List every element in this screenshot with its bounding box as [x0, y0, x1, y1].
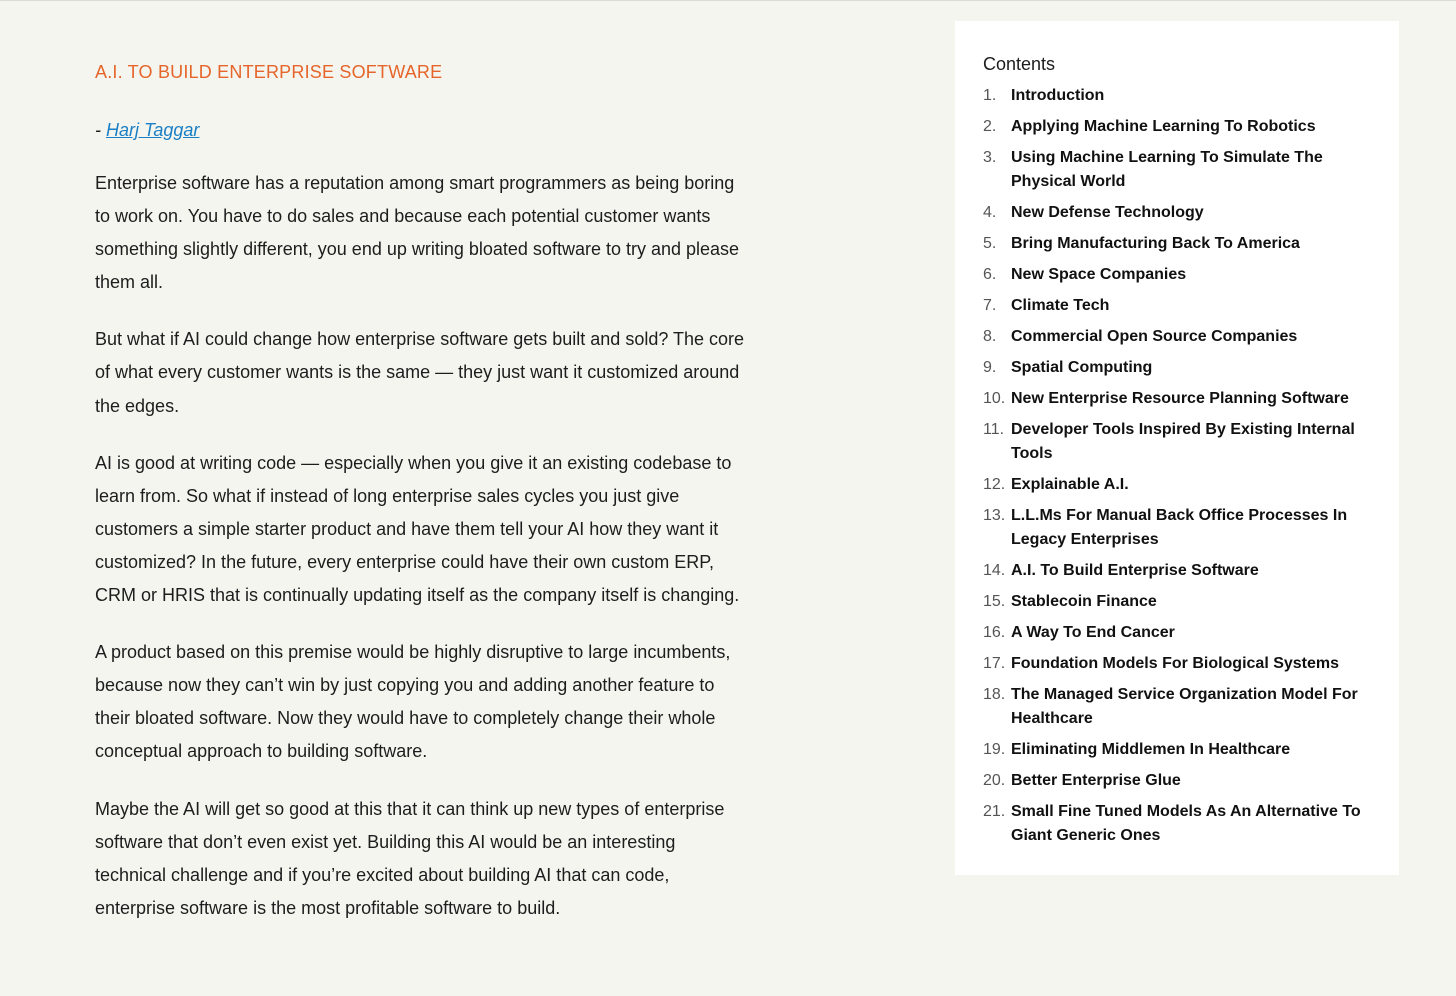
toc-item [983, 652, 1379, 676]
toc-item-link[interactable]: New Defense Technology [1011, 204, 1204, 221]
byline [95, 117, 745, 143]
byline-prefix: - [95, 120, 106, 140]
toc-item [983, 387, 1379, 411]
toc-item-number: 4. [983, 204, 997, 221]
toc-item [983, 621, 1379, 645]
toc-item [983, 473, 1379, 497]
article [95, 59, 745, 949]
author-link[interactable]: Harj Taggar [106, 120, 200, 140]
section-title: A.I. TO BUILD ENTERPRISE SOFTWARE [95, 62, 443, 82]
toc-item [983, 683, 1379, 731]
toc-list [983, 84, 1379, 848]
toc-item-link[interactable]: Bring Manufacturing Back To America [1011, 235, 1300, 252]
toc-item-link[interactable]: A.I. To Build Enterprise Software [1011, 562, 1259, 579]
toc-item-number: 19. [983, 741, 1006, 758]
toc-item [983, 201, 1379, 225]
toc-item [983, 769, 1379, 793]
toc-item [983, 356, 1379, 380]
toc-item-number: 16. [983, 624, 1006, 641]
toc-item-number: 14. [983, 562, 1006, 579]
table-of-contents [955, 21, 1399, 875]
paragraph: But what if AI could change how enterprise software gets built and sold? The core of what every customer wants is the same — they just want it customized around the edges. [95, 329, 745, 416]
toc-item-link[interactable]: The Managed Service Organization Model For Healthcare [1011, 686, 1358, 727]
paragraph: Maybe the AI will get so good at this that it can think up new types of enterprise software that don’t even exist yet. Building this AI would be an interesting technical challenge and if you’re excited about building AI that can code, enterprise software is the most profitable software to build. [95, 798, 725, 918]
toc-heading: Contents [983, 54, 1056, 74]
toc-item [983, 418, 1379, 466]
toc-item-link[interactable]: Applying Machine Learning To Robotics [1011, 118, 1316, 135]
toc-item-number: 12. [983, 476, 1006, 493]
paragraph: AI is good at writing code — especially when you give it an existing codebase to learn from. So what if instead of long enterprise sales cycles you just give customers a simple starter product and have them tell your AI how they want it customized? In the future, every enterprise could have their own custom ERP, CRM or HRIS that is continually updating itself as the company itself is changing. [95, 452, 740, 606]
toc-item-link[interactable]: Commercial Open Source Companies [1011, 328, 1298, 345]
toc-item-link[interactable]: Developer Tools Inspired By Existing Internal Tools [1011, 421, 1355, 462]
toc-item-link[interactable]: New Space Companies [1011, 266, 1187, 283]
toc-item-link[interactable]: L.L.Ms For Manual Back Office Processes In Legacy Enterprises [1011, 507, 1348, 548]
toc-item-link[interactable]: A Way To End Cancer [1011, 624, 1175, 641]
toc-item-number: 1. [983, 87, 997, 104]
toc-item-link[interactable]: New Enterprise Resource Planning Software [1011, 390, 1349, 407]
toc-item [983, 294, 1379, 318]
toc-item-number: 9. [983, 359, 997, 376]
toc-item-number: 18. [983, 686, 1006, 703]
toc-item-link[interactable]: Explainable A.I. [1011, 476, 1129, 493]
toc-item [983, 232, 1379, 256]
toc-item [983, 146, 1379, 194]
toc-item-number: 3. [983, 149, 997, 166]
toc-item-link[interactable]: Small Fine Tuned Models As An Alternative To Giant Generic Ones [1011, 803, 1361, 844]
toc-item-number: 21. [983, 803, 1006, 820]
toc-item-number: 11. [983, 421, 1005, 438]
toc-item-number: 6. [983, 266, 997, 283]
toc-item-number: 10. [983, 390, 1006, 407]
toc-item-number: 17. [983, 655, 1006, 672]
toc-item-number: 2. [983, 118, 997, 135]
toc-item-number: 13. [983, 507, 1006, 524]
toc-item-number: 7. [983, 297, 997, 314]
toc-item-link[interactable]: Climate Tech [1011, 297, 1110, 314]
toc-item [983, 84, 1379, 108]
toc-item-link[interactable]: Better Enterprise Glue [1011, 772, 1181, 789]
toc-item [983, 800, 1379, 848]
toc-item-link[interactable]: Introduction [1011, 87, 1105, 104]
toc-item-link[interactable]: Eliminating Middlemen In Healthcare [1011, 741, 1291, 758]
toc-item-number: 20. [983, 772, 1006, 789]
toc-item [983, 115, 1379, 139]
paragraph: Enterprise software has a reputation among smart programmers as being boring to work on. You have to do sales and because each potential customer wants something slightly different, you end up writing bloated software to try and please them all. [95, 173, 740, 293]
paragraph: A product based on this premise would be highly disruptive to large incumbents, because now they can’t win by just copying you and adding another feature to their bloated software. Now they would have to completely change their whole conceptual approach to building software. [95, 642, 731, 762]
toc-item [983, 590, 1379, 614]
toc-item [983, 325, 1379, 349]
toc-item [983, 559, 1379, 583]
toc-item-link[interactable]: Using Machine Learning To Simulate The Physical World [1011, 149, 1323, 190]
toc-item [983, 263, 1379, 287]
toc-item [983, 504, 1379, 552]
toc-item [983, 738, 1379, 762]
toc-item-number: 15. [983, 593, 1006, 610]
toc-item-number: 8. [983, 328, 997, 345]
toc-item-number: 5. [983, 235, 997, 252]
toc-item-link[interactable]: Foundation Models For Biological Systems [1011, 655, 1340, 672]
toc-item-link[interactable]: Spatial Computing [1011, 359, 1153, 376]
toc-item-link[interactable]: Stablecoin Finance [1011, 593, 1157, 610]
